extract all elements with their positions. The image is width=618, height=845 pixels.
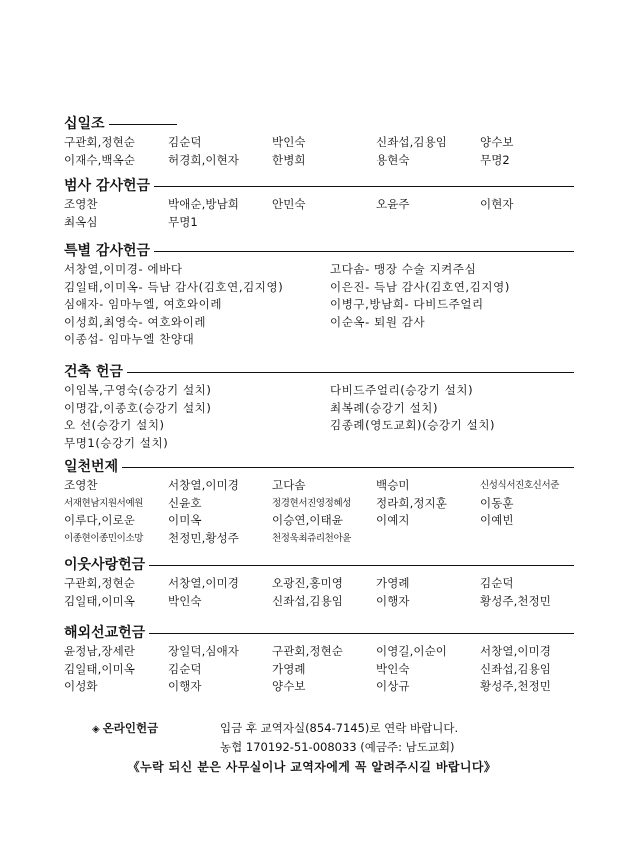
section-title: 해외선교헌금 — [64, 625, 146, 641]
thanksgiving-entry: 이은진- 득남 감사(김호연,김지영) — [330, 279, 510, 294]
name-grid — [64, 382, 574, 452]
thanksgiving-entry: 고다솜- 맹장 수술 지켜주심 — [330, 262, 477, 276]
donor-name — [376, 214, 480, 232]
section-divider — [149, 565, 574, 566]
section-title: 이웃사랑헌금 — [64, 557, 146, 573]
donor-name: 이승연,이태윤 — [272, 513, 344, 527]
section-overseas-mission — [64, 623, 574, 696]
donor-name: 이루다,이로운 — [64, 513, 136, 527]
donor-name: 김순덕 — [168, 661, 202, 676]
section-header — [64, 457, 574, 477]
donor-name: 김일태,이미옥 — [64, 661, 136, 676]
donor-name: 서창열,이미경 — [168, 478, 240, 492]
diamond-bullet-icon: ◈ — [92, 724, 100, 735]
online-offering-instructions: 입금 후 교역자실(854-7145)로 연락 바랍니다. — [220, 721, 459, 735]
donor-name: 신좌섭,김용임 — [480, 661, 552, 676]
donor-name: 한병희 — [272, 152, 306, 167]
section-special-thanksgiving — [64, 241, 574, 349]
thanksgiving-entry: 이종섭- 임마누엘 찬양대 — [64, 332, 195, 346]
name-grid — [64, 134, 574, 169]
building-entry: 오 선(승강기 설치) — [64, 418, 165, 432]
section-header — [64, 114, 574, 134]
thanksgiving-entry: 서창열,이미경- 에바다 — [64, 262, 183, 276]
donor-name: 오광진,홍미영 — [272, 576, 344, 590]
donor-name: 양수보 — [272, 679, 306, 693]
section-tithe — [64, 114, 574, 169]
section-title: 범사 감사헌금 — [64, 178, 151, 194]
thanksgiving-entry: 심애자- 임마누엘, 여호와이레 — [64, 297, 223, 311]
donor-name: 정경현서진영정혜성 — [272, 497, 351, 509]
section-title: 십일조 — [64, 116, 105, 132]
donor-name — [480, 530, 574, 548]
donor-name: 가영례 — [272, 661, 306, 676]
section-divider — [154, 251, 574, 252]
donor-name: 구관회,정현순 — [64, 135, 136, 149]
donor-name: 김순덕 — [168, 135, 202, 149]
donor-name: 김순덕 — [480, 576, 514, 590]
donor-name: 이상규 — [376, 679, 410, 693]
donor-name: 이행자 — [168, 679, 202, 693]
bank-account-info: 농협 170192-51-008033 (예금주: 남도교회) — [220, 740, 455, 754]
donor-name: 신윤호 — [168, 495, 202, 510]
thanksgiving-entry: 김일태,이미옥- 득남 감사(김호연,김지영) — [64, 279, 284, 294]
donor-name: 서창열,이미경 — [168, 576, 240, 590]
section-title: 건축 헌금 — [64, 364, 123, 380]
donor-name: 황성주,천정민 — [480, 679, 552, 693]
section-divider — [149, 633, 574, 634]
donor-name: 이영길,이순이 — [376, 644, 448, 658]
section-header — [64, 555, 574, 575]
donor-name: 조영찬 — [64, 478, 98, 492]
donor-name: 최옥심 — [64, 214, 98, 229]
donor-name: 천정욱최쥬리천아윤 — [272, 532, 351, 544]
donor-name: 천정민,황성주 — [168, 530, 240, 545]
building-entry: 다비드주얼리(승강기 설치) — [330, 383, 474, 397]
donor-name: 무명2 — [480, 152, 510, 167]
donor-name: 정라희,정지훈 — [376, 495, 448, 510]
donor-name: 백승미 — [376, 478, 410, 492]
donor-name: 안민숙 — [272, 197, 306, 211]
donor-name: 이재수,백옥순 — [64, 152, 136, 167]
donor-name: 김일태,이미옥 — [64, 593, 136, 608]
section-divider — [154, 186, 574, 187]
donor-name: 이동훈 — [480, 495, 514, 510]
building-entry: 최복례(승강기 설치) — [330, 400, 439, 415]
donor-name: 이종현이종민이소망 — [64, 532, 143, 544]
donor-name: 이예빈 — [480, 513, 514, 527]
building-entry: 김종례(영도교회)(승강기 설치) — [330, 418, 496, 432]
section-header — [64, 362, 574, 382]
donor-name: 구관회,정현순 — [272, 644, 344, 658]
donor-name: 무명1 — [168, 214, 198, 229]
donor-name: 박애순,방남희 — [168, 197, 240, 211]
name-grid — [64, 261, 574, 349]
name-grid — [64, 643, 574, 696]
name-grid — [64, 575, 574, 610]
building-entry — [330, 435, 574, 453]
section-divider — [127, 372, 574, 373]
thanksgiving-entry: 이성희,최영숙- 여호와이레 — [64, 314, 207, 329]
thanksgiving-entry: 이병구,방남희- 다비드주얼리 — [330, 297, 484, 311]
donor-name: 서창열,이미경 — [480, 644, 552, 658]
donor-name: 이행자 — [376, 593, 410, 608]
section-general-thanksgiving — [64, 176, 574, 231]
online-offering-title: 온라인헌금 — [102, 721, 159, 735]
donor-name: 양수보 — [480, 135, 514, 149]
thanksgiving-entry — [330, 331, 574, 349]
online-offering-row — [0, 718, 618, 738]
name-grid — [64, 477, 574, 547]
donor-name — [480, 214, 574, 232]
section-title: 특별 감사헌금 — [64, 243, 151, 259]
donor-name: 박인숙 — [168, 593, 202, 608]
section-title: 일천번제 — [64, 459, 119, 475]
donor-name: 조영찬 — [64, 197, 98, 211]
section-building-offering — [64, 362, 574, 452]
omission-notice: 《누락 되신 분은 사무실이나 교역자에게 꼭 알려주시길 바랍니다》 — [127, 760, 497, 774]
building-entry: 이명갑,이종호(승강기 설치) — [64, 400, 212, 415]
donor-name: 황성주,천정민 — [480, 593, 552, 608]
building-entry: 무명1(승강기 설치) — [64, 435, 169, 450]
donor-name: 신좌섭,김용임 — [272, 593, 344, 608]
donor-name — [272, 214, 376, 232]
name-grid — [64, 196, 574, 231]
online-offering-label — [92, 718, 158, 740]
section-header — [64, 176, 574, 196]
donor-name: 이미옥 — [168, 513, 202, 527]
donor-name — [376, 530, 480, 548]
bank-account-row — [0, 738, 618, 757]
donor-name: 고다솜 — [272, 478, 306, 492]
donor-name: 이현자 — [480, 197, 514, 211]
building-entry: 이임복,구영숙(승강기 설치) — [64, 383, 212, 397]
thanksgiving-entry: 이순옥- 퇴원 감사 — [330, 314, 426, 329]
section-divider — [122, 467, 574, 468]
donor-name: 박인숙 — [272, 135, 306, 149]
donor-name: 장일덕,심애자 — [168, 644, 240, 658]
section-header — [64, 623, 574, 643]
donor-name: 가영례 — [376, 576, 410, 590]
donor-name: 윤정남,장세란 — [64, 644, 136, 658]
section-neighbor-love — [64, 555, 574, 610]
section-header — [64, 241, 574, 261]
donor-name: 허경희,이현자 — [168, 152, 240, 167]
donor-name: 신좌섭,김용임 — [376, 135, 448, 149]
donor-name: 오윤주 — [376, 197, 410, 211]
donor-name: 이예지 — [376, 513, 410, 527]
donor-name: 서재현남지원서예원 — [64, 497, 143, 509]
section-divider — [109, 124, 177, 125]
donor-name: 구관회,정현순 — [64, 576, 136, 590]
donor-name: 박인숙 — [376, 661, 410, 676]
section-thousand-offerings — [64, 457, 574, 547]
donor-name: 이성화 — [64, 679, 98, 693]
donor-name: 용현숙 — [376, 152, 410, 167]
donor-name: 신성식서진호신서준 — [480, 480, 559, 491]
footer — [0, 718, 618, 777]
